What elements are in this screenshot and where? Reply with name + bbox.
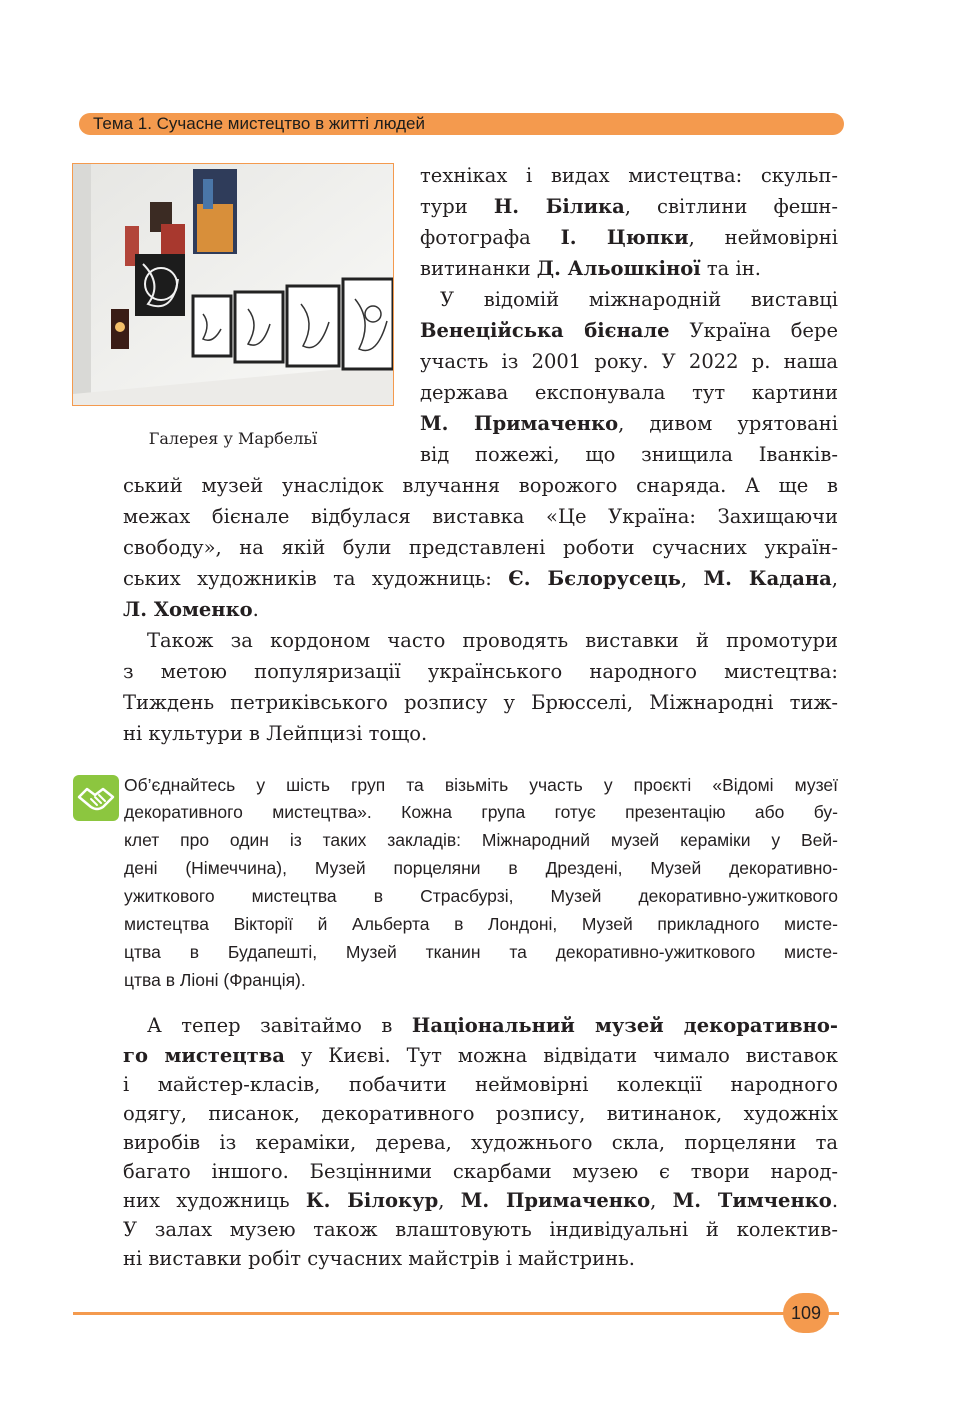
paragraph-line: Тиждень петриківського розпису у Брюсселі, Міжнародні тиж- (123, 691, 838, 714)
paragraph-line: свободу», на якій були представлені роботи сучасних україн- (123, 536, 838, 559)
paragraph-line: У залах музею також влаштовують індивідуальні й колектив- (123, 1218, 838, 1241)
paragraph-line: фотографа І. Цюпки, неймовірні (420, 226, 838, 249)
activity-line: дені (Німеччина), Музей порцеляни в Дрездені, Музей декоративно- (124, 858, 838, 878)
paragraph-line: тури Н. Білика, світлини фешн- (420, 195, 838, 218)
activity-line: ужиткового мистецтва в Страсбурзі, Музей декоративно-ужиткового (124, 886, 838, 906)
gallery-photo-image (73, 164, 394, 406)
paragraph-line: А тепер завітаймо в Національний музей декоративно- (147, 1014, 839, 1037)
topic-title: Тема 1. Сучасне мистецтво в житті людей (93, 114, 425, 133)
page-number: 109 (783, 1293, 829, 1333)
paragraph-line: У відомій міжнародній виставці (440, 288, 838, 311)
paragraph-line: Л. Хоменко. (123, 598, 259, 621)
handshake-icon (73, 775, 119, 821)
paragraph-line: Також за кордоном часто проводять виставки й промотури (147, 629, 838, 652)
activity-line: мистецтва Вікторії й Альберта в Лондоні, Музей прикладного мисте- (124, 914, 838, 934)
paragraph-line: ні виставки робіт сучасних майстрів і майстринь. (123, 1247, 635, 1270)
activity-line: цтва в Будапешті, Музей тканин та декоративно-ужиткового мисте- (124, 942, 838, 962)
paragraph-line: багато іншого. Безцінними скарбами музею є твори народ- (123, 1160, 838, 1183)
paragraph-line: го мистецтва у Києві. Тут можна відвідати чимало виставок (123, 1044, 838, 1067)
paragraph-line: Венеційська бієнале Україна бере (420, 319, 838, 342)
paragraph-line: участь із 2001 року. У 2022 р. наша (420, 350, 838, 373)
paragraph-line: від пожежі, що знищила Іванків- (420, 443, 838, 466)
activity-line: декоративного мистецтва». Кожна група готує презентацію або бу- (124, 802, 838, 822)
paragraph-line: одягу, писанок, декоративного розпису, витинанок, художніх (123, 1102, 838, 1125)
activity-line: цтва в Ліоні (Франція). (124, 970, 306, 990)
paragraph-line: і майстер-класів, побачити неймовірні колекції народного (123, 1073, 838, 1096)
paragraph-line: ських художників та художниць: Є. Бєлорусець, М. Кадана, (123, 567, 838, 590)
footer-rule (73, 1312, 839, 1315)
paragraph-line: них художниць К. Білокур, М. Примаченко, М. Тимченко. (123, 1189, 839, 1212)
gallery-photo (72, 163, 394, 406)
paragraph-line: межах бієнале відбулася виставка «Це Україна: Захищаючи (123, 505, 838, 528)
paragraph-line: виробів із кераміки, дерева, художнього скла, порцеляни та (123, 1131, 838, 1154)
paragraph-line: ський музей унаслідок влучання ворожого снаряда. А ще в (123, 474, 838, 497)
photo-caption: Галерея у Марбельї (148, 429, 318, 448)
paragraph-line: з метою популяризації українського народного мистецтва: (123, 660, 838, 683)
activity-line: клет про один із таких закладів: Міжнародний музей кераміки у Вей- (124, 830, 838, 850)
topic-header (79, 113, 844, 135)
paragraph-line: ні культури в Лейпцизі тощо. (123, 722, 428, 745)
paragraph-line: витинанки Д. Альошкіної та ін. (420, 257, 761, 280)
paragraph-line: М. Примаченко, дивом урятовані (420, 412, 838, 435)
activity-line: Об’єднайтесь у шість груп та візьміть участь у проєкті «Відомі музеї (124, 775, 838, 795)
paragraph-line: держава експонувала тут картини (420, 381, 838, 404)
paragraph-line: техніках і видах мистецтва: скульп- (420, 164, 838, 187)
